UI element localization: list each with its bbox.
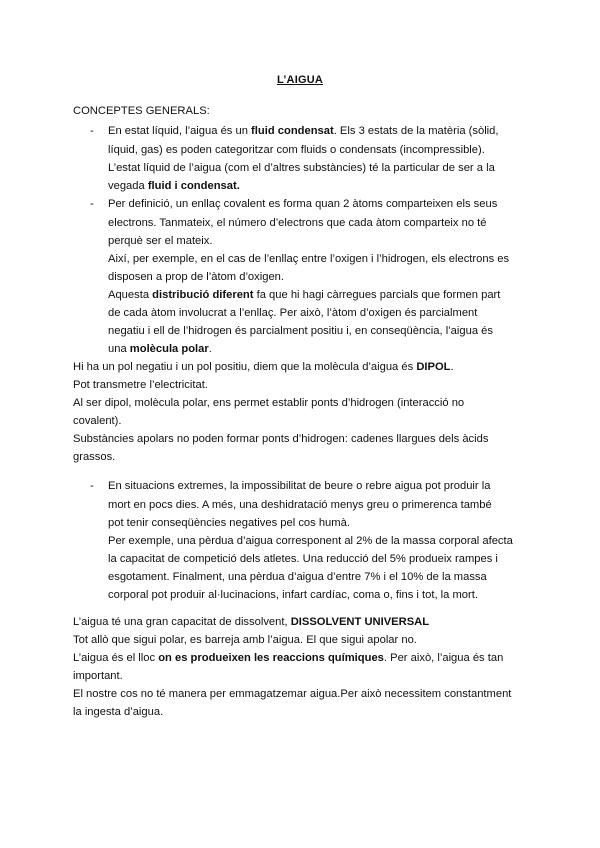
page-title: L’AIGUA [276, 74, 323, 86]
bullet3-line2: mort en pocs dies. A més, una deshidratació menys greu o primerenca també [108, 499, 492, 511]
bullet2-line5: disposen a prop de l’àtom d’oxigen. [108, 271, 285, 283]
bullet1-line3: L’estat líquid de l’aigua (com el d’altres substàncies) té la particular de ser a la [108, 162, 495, 174]
para2-line4: important. [73, 670, 123, 682]
bullet3-line3: pot tenir conseqüències negatives pel cos humà. [108, 517, 350, 529]
bullet2-line4: Així, per exemple, en el cas de l’enllaç entre l’oxigen i l’hidrogen, els electrons es [108, 253, 510, 265]
para1-line3: Al ser dipol, molècula polar, ens permet establir ponts d’hidrogen (interacció no [73, 397, 465, 409]
para2-line1: L’aigua té una gran capacitat de dissolvent, DISSOLVENT UNIVERSAL [73, 616, 430, 628]
section-heading: CONCEPTES GENERALS: [73, 105, 210, 117]
bullet-marker: - [90, 198, 94, 210]
para2-line6: la ingesta d’aigua. [73, 706, 164, 718]
bullet2-line6: Aquesta distribució diferent fa que hi hagi càrregues parcials que formen part [108, 289, 501, 301]
bullet2-line3: perquè ser el mateix. [108, 235, 213, 247]
bullet1-line1: En estat líquid, l’aigua és un fluid condensat. Els 3 estats de la matèria (sòlid, [108, 125, 499, 137]
bullet3-line6: esgotament. Finalment, una pèrdua d’aigua d’entre 7% i el 10% de la massa [108, 571, 487, 583]
bullet2-line1: Per definició, un enllaç covalent es forma quan 2 àtoms comparteixen els seus [108, 198, 498, 210]
bullet3-line1: En situacions extremes, la impossibilitat de beure o rebre aigua pot produir la [108, 480, 491, 492]
para1-line6: grassos. [73, 451, 116, 463]
para2-line3: L’aigua és el lloc on es produeixen les reaccions químiques. Per això, l’aigua és tan [73, 652, 504, 664]
bullet3-line5: la capacitat de competició dels atletes. Una reducció del 5% produeix rampes i [108, 553, 498, 565]
para1-line2: Pot transmetre l’electricitat. [73, 379, 208, 391]
bullet1-line2: líquid, gas) es poden categoritzar com fluids o condensats (incompressible). [108, 144, 485, 156]
bullet3-line7: corporal pot produir al·lucinacions, infart cardíac, coma o, fins i tot, la mort. [108, 589, 478, 601]
bullet-marker: - [90, 125, 94, 137]
bullet-marker: - [90, 480, 94, 492]
para1-line5: Substàncies apolars no poden formar ponts d’hidrogen: cadenes llargues dels àcids [73, 433, 489, 445]
para1-line4: covalent). [73, 415, 122, 427]
bullet2-line8: negatiu i ell de l’hidrogen és parcialment positiu i, en conseqüència, l’aigua és [108, 325, 493, 337]
bullet2-line7: de cada àtom involucrat a l’enllaç. Per això, l’àtom d’oxigen és parcialment [108, 307, 478, 319]
bullet1-line4: vegada fluid i condensat. [108, 180, 240, 192]
bullet3-line4: Per exemple, una pèrdua d’aigua corresponent al 2% de la massa corporal afecta [108, 535, 513, 547]
para2-line2: Tot allò que sigui polar, es barreja amb l’aigua. El que sigui apolar no. [73, 634, 417, 646]
bullet2-line2: electrons. Tanmateix, el número d’electrons que cada àtom comparteix no té [108, 217, 487, 229]
para1-line1: Hi ha un pol negatiu i un pol positiu, diem que la molècula d’aigua és DIPOL. [73, 361, 454, 373]
bullet2-line9: una molècula polar. [108, 343, 212, 355]
para2-line5: El nostre cos no té manera per emmagatzemar aigua.Per això necessitem constantment [73, 688, 512, 700]
